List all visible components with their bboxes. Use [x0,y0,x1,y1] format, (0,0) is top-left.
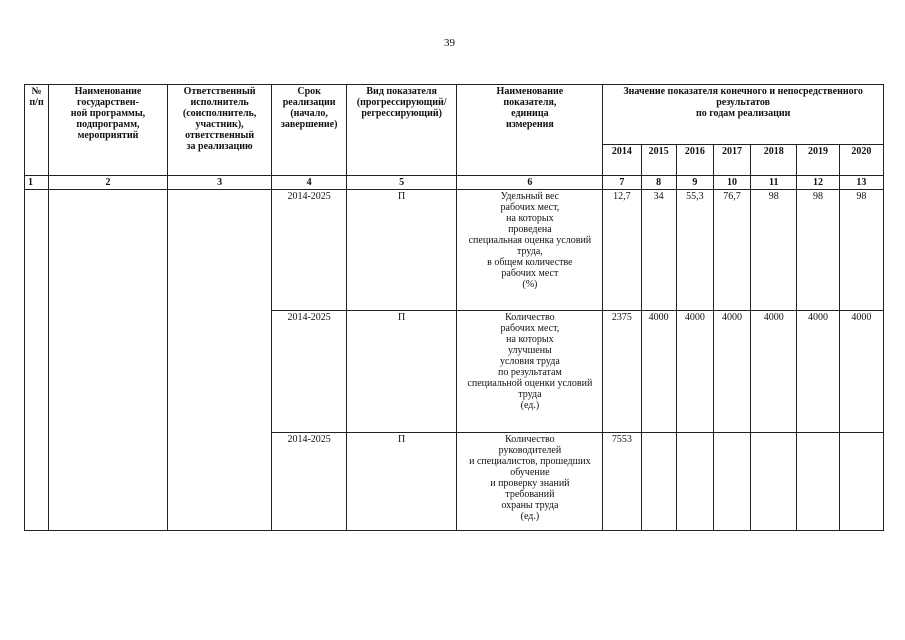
value-cell: 4000 [751,311,797,433]
value-cell: 55,3 [676,190,713,311]
responsible-cell [167,190,272,531]
column-number: 9 [676,176,713,190]
column-number: 13 [839,176,883,190]
value-cell: 7553 [603,433,641,531]
header-year: 2016 [676,145,713,176]
period-cell: 2014-2025 [272,433,346,531]
header-year: 2019 [797,145,839,176]
indicator-name-cell: Количество руководителей и специалистов, прошедших обучение и проверку знаний требований охраны труда (ед.) [457,433,603,531]
value-cell [713,433,750,531]
indicator-type-cell: П [346,190,457,311]
column-number: 6 [457,176,603,190]
header-year: 2017 [713,145,750,176]
value-cell: 98 [797,190,839,311]
header-period: Срок реализации (начало, завершение) [272,85,346,176]
value-cell: 4000 [641,311,676,433]
indicator-name-cell: Удельный вес рабочих мест, на которых проведена специальная оценка условий труда, в общем количестве рабочих мест (%) [457,190,603,311]
value-cell: 98 [751,190,797,311]
column-number: 7 [603,176,641,190]
page-number: 39 [444,37,455,49]
column-number: 8 [641,176,676,190]
value-cell [751,433,797,531]
table-row [25,190,884,311]
period-cell: 2014-2025 [272,190,346,311]
column-number: 1 [25,176,49,190]
value-cell [839,433,883,531]
column-number: 3 [167,176,272,190]
value-cell [641,433,676,531]
header-values-group: Значение показателя конечного и непосредственного результатов по годам реализации [603,85,884,145]
column-number: 4 [272,176,346,190]
value-cell: 34 [641,190,676,311]
indicator-type-cell: П [346,433,457,531]
column-number: 12 [797,176,839,190]
header-number: № п/п [25,85,49,176]
header-responsible: Ответственный исполнитель (соисполнитель, участник), ответственный за реализацию [167,85,272,176]
value-cell [676,433,713,531]
value-cell [797,433,839,531]
column-number: 10 [713,176,750,190]
value-cell: 4000 [839,311,883,433]
program-name-cell [49,190,168,531]
indicator-type-cell: П [346,311,457,433]
value-cell: 76,7 [713,190,750,311]
value-cell: 4000 [797,311,839,433]
column-number: 11 [751,176,797,190]
header-year: 2015 [641,145,676,176]
indicator-name-cell: Количество рабочих мест, на которых улучшены условия труда по результатам специальной оценки условий труда (ед.) [457,311,603,433]
value-cell: 98 [839,190,883,311]
column-number: 5 [346,176,457,190]
value-cell: 2375 [603,311,641,433]
number-cell [25,190,49,531]
header-indicator-type: Вид показателя (прогрессирующий/ регрессирующий) [346,85,457,176]
column-number: 2 [49,176,168,190]
header-year: 2020 [839,145,883,176]
value-cell: 4000 [676,311,713,433]
header-program-name: Наименование государствен- ной программы, подпрограмм, мероприятий [49,85,168,176]
header-year: 2014 [603,145,641,176]
indicators-table [24,84,884,531]
header-indicator-name: Наименование показателя, единица измерения [457,85,603,176]
period-cell: 2014-2025 [272,311,346,433]
value-cell: 4000 [713,311,750,433]
value-cell: 12,7 [603,190,641,311]
header-year: 2018 [751,145,797,176]
